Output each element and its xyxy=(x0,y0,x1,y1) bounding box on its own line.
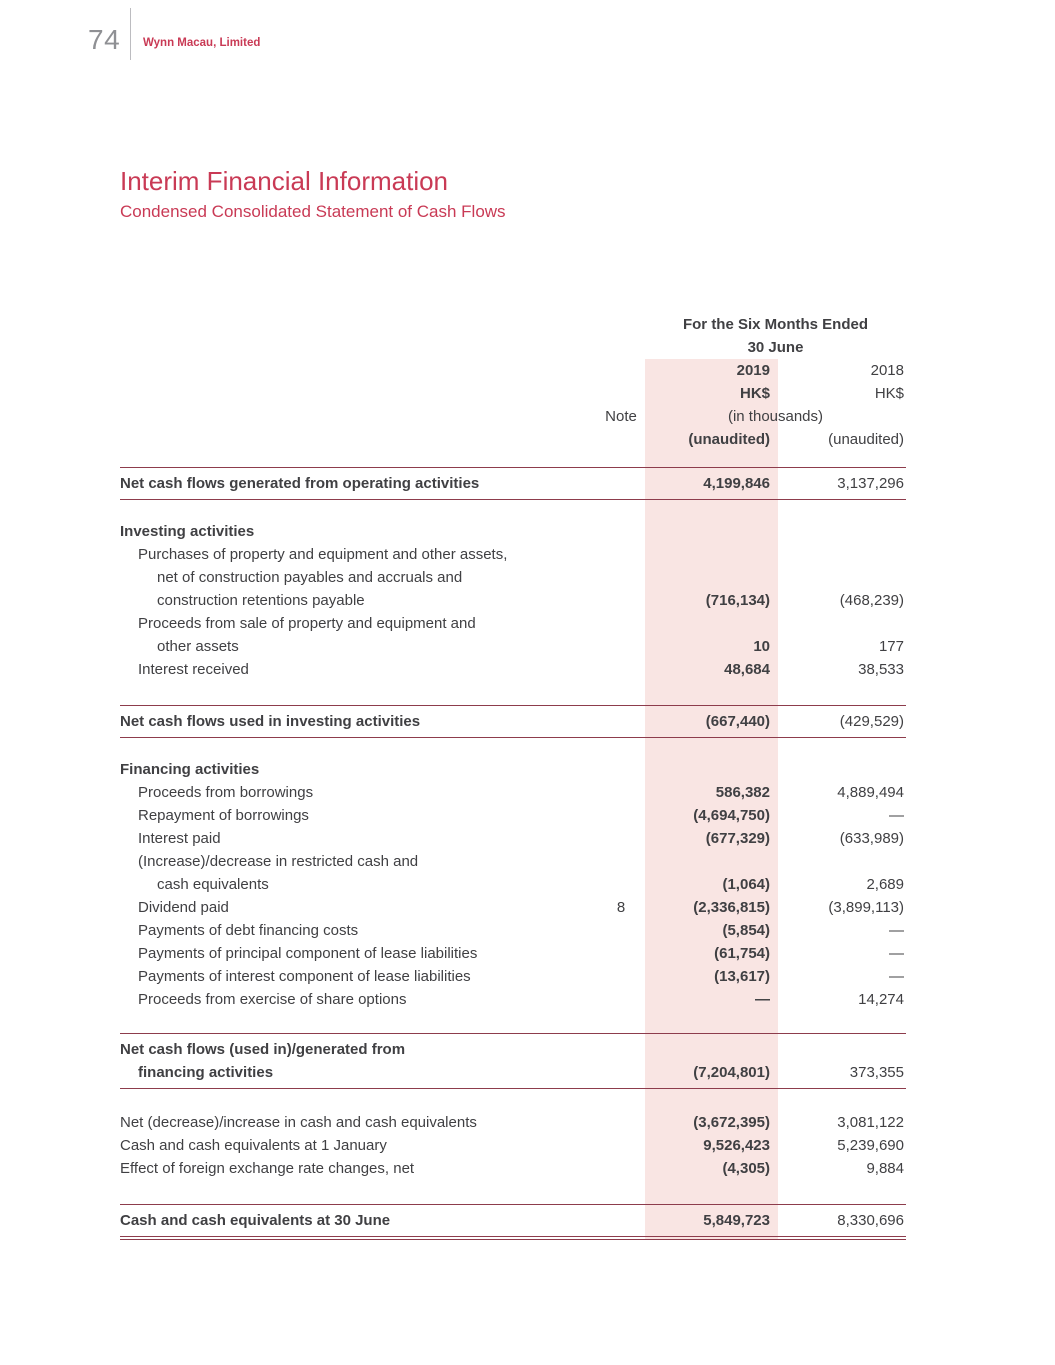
header-row xyxy=(120,382,906,405)
row-note xyxy=(597,1157,645,1180)
header-spacer xyxy=(120,405,597,428)
row-note xyxy=(597,472,645,495)
value-2018: 4,889,494 xyxy=(837,784,904,801)
row-note xyxy=(597,658,645,681)
header-spacer xyxy=(597,428,645,451)
value-2018: 8,330,696 xyxy=(837,1212,904,1229)
value-2019: (13,617) xyxy=(714,968,770,985)
table-row xyxy=(120,635,906,658)
value-2018 xyxy=(778,566,906,589)
row-label: Net cash flows generated from operating activities xyxy=(120,475,480,492)
row-label: Interest received xyxy=(138,661,249,678)
row-label: Net (decrease)/increase in cash and cash equivalents xyxy=(120,1114,477,1131)
value-2019: 586,382 xyxy=(715,784,770,801)
value-2018: (468,239) xyxy=(839,592,904,609)
table-body xyxy=(120,467,906,1240)
value-2018: 2,689 xyxy=(866,876,904,893)
row-note xyxy=(597,1061,645,1084)
value-2018: (3,899,113) xyxy=(828,899,904,916)
row-note xyxy=(597,804,645,827)
period-header-line1: For the Six Months Ended xyxy=(682,316,868,333)
value-2018 xyxy=(778,758,906,781)
header-spacer xyxy=(120,428,597,451)
value-2019: (5,854) xyxy=(722,922,770,939)
value-2018: — xyxy=(889,968,904,985)
row-label: Proceeds from exercise of share options xyxy=(138,991,407,1008)
table-row xyxy=(120,850,906,873)
value-2019 xyxy=(645,612,778,635)
value-2019: — xyxy=(755,991,770,1008)
value-2019: (61,754) xyxy=(714,945,770,962)
table-row xyxy=(120,1111,906,1134)
value-2019 xyxy=(645,520,778,543)
row-label: Proceeds from borrowings xyxy=(138,784,314,801)
table-row xyxy=(120,467,906,500)
row-label: financing activities xyxy=(138,1064,274,1081)
header-row xyxy=(120,428,906,451)
value-2019 xyxy=(645,1038,778,1061)
unaudited-2019-label: (unaudited) xyxy=(688,431,770,448)
table-row xyxy=(120,566,906,589)
table-row xyxy=(120,919,906,942)
row-note xyxy=(597,1209,645,1232)
table-row xyxy=(120,781,906,804)
note-column-header: Note xyxy=(605,408,637,425)
row-label: Cash and cash equivalents at 30 June xyxy=(120,1212,391,1229)
value-2019 xyxy=(645,566,778,589)
row-label: Net cash flows (used in)/generated from xyxy=(120,1041,406,1058)
table-row xyxy=(120,873,906,896)
value-2018: — xyxy=(889,807,904,824)
value-2019: (4,305) xyxy=(722,1160,770,1177)
row-label: net of construction payables and accruals and xyxy=(157,569,463,586)
table-row xyxy=(120,965,906,988)
table-row xyxy=(120,705,906,738)
value-2019: 4,199,846 xyxy=(703,475,770,492)
row-note xyxy=(597,1134,645,1157)
value-2019: 10 xyxy=(753,638,770,655)
row-note xyxy=(597,781,645,804)
row-note xyxy=(597,612,645,635)
row-label: Cash and cash equivalents at 1 January xyxy=(120,1137,387,1154)
value-2018: 373,355 xyxy=(849,1064,904,1081)
row-label: Investing activities xyxy=(120,523,255,540)
row-note xyxy=(597,1038,645,1061)
value-2019: 9,526,423 xyxy=(703,1137,770,1154)
value-2018: 9,884 xyxy=(866,1160,904,1177)
value-2019: (2,336,815) xyxy=(693,899,770,916)
row-label: Payments of principal component of lease liabilities xyxy=(138,945,478,962)
value-2019: (4,694,750) xyxy=(693,807,770,824)
row-label: Purchases of property and equipment and other assets, xyxy=(138,546,508,563)
header-spacer xyxy=(597,382,645,405)
table-row xyxy=(120,1134,906,1157)
row-note xyxy=(597,520,645,543)
page-subtitle: Condensed Consolidated Statement of Cash Flows xyxy=(120,202,506,221)
page-title: Interim Financial Information xyxy=(120,166,449,196)
value-2018: — xyxy=(889,922,904,939)
value-2018: 177 xyxy=(878,638,904,655)
company-name: Wynn Macau, Limited xyxy=(143,37,261,49)
row-note xyxy=(597,850,645,873)
value-2019: (716,134) xyxy=(705,592,770,609)
period-header-line2: 30 June xyxy=(747,339,804,356)
table-row xyxy=(120,758,906,781)
value-2018 xyxy=(778,612,906,635)
value-2018: 3,137,296 xyxy=(837,475,904,492)
row-note xyxy=(597,827,645,850)
currency-2019-header: HK$ xyxy=(739,385,770,402)
value-2018 xyxy=(778,543,906,566)
value-2018: 14,274 xyxy=(858,991,904,1008)
row-note xyxy=(597,589,645,612)
unaudited-2018-label: (unaudited) xyxy=(828,431,904,448)
value-2018: (633,989) xyxy=(839,830,904,847)
row-note xyxy=(597,710,645,733)
value-2019 xyxy=(645,543,778,566)
row-label: Dividend paid xyxy=(138,899,229,916)
in-thousands-label: (in thousands) xyxy=(727,408,824,425)
row-note xyxy=(597,873,645,896)
row-label: Effect of foreign exchange rate changes, net xyxy=(120,1160,415,1177)
header-spacer xyxy=(597,313,645,336)
table-row xyxy=(120,1033,906,1061)
table-row xyxy=(120,612,906,635)
value-2019 xyxy=(645,850,778,873)
value-2019 xyxy=(645,758,778,781)
cash-flow-statement-table xyxy=(120,313,906,1240)
value-2018 xyxy=(778,850,906,873)
table-row xyxy=(120,1204,906,1240)
table-row xyxy=(120,804,906,827)
header-row xyxy=(120,313,906,336)
row-label: Net cash flows used in investing activities xyxy=(120,713,421,730)
table-header xyxy=(120,313,906,451)
year-2018-header: 2018 xyxy=(870,362,904,379)
header-spacer xyxy=(597,336,645,359)
row-label: Payments of interest component of lease liabilities xyxy=(138,968,471,985)
table-row xyxy=(120,1061,906,1089)
header-divider xyxy=(130,8,131,60)
value-2019: (677,329) xyxy=(705,830,770,847)
row-label: cash equivalents xyxy=(157,876,269,893)
row-note xyxy=(597,919,645,942)
row-label: Repayment of borrowings xyxy=(138,807,309,824)
header-spacer xyxy=(120,313,597,336)
row-note xyxy=(597,988,645,1011)
currency-2018-header: HK$ xyxy=(874,385,904,402)
table-row xyxy=(120,896,906,919)
table-row xyxy=(120,942,906,965)
header-row xyxy=(120,336,906,359)
table-row xyxy=(120,589,906,612)
table-row xyxy=(120,658,906,681)
year-2019-header: 2019 xyxy=(736,362,770,379)
row-note xyxy=(597,566,645,589)
value-2018 xyxy=(778,1038,906,1061)
row-note xyxy=(597,965,645,988)
header-row xyxy=(120,405,906,428)
row-label: other assets xyxy=(157,638,239,655)
value-2019: (3,672,395) xyxy=(693,1114,770,1131)
value-2018: (429,529) xyxy=(839,713,904,730)
table-row xyxy=(120,520,906,543)
value-2018: 38,533 xyxy=(858,661,904,678)
header-row xyxy=(120,359,906,382)
value-2019: 5,849,723 xyxy=(703,1212,770,1229)
row-label: Financing activities xyxy=(120,761,260,778)
value-2019: (7,204,801) xyxy=(693,1064,770,1081)
value-2018: 3,081,122 xyxy=(837,1114,904,1131)
value-2018 xyxy=(778,520,906,543)
row-note xyxy=(597,942,645,965)
row-note: 8 xyxy=(616,899,626,916)
value-2018: 5,239,690 xyxy=(837,1137,904,1154)
row-label: Payments of debt financing costs xyxy=(138,922,359,939)
page-number: 74 xyxy=(88,24,121,55)
table-row xyxy=(120,988,906,1011)
row-label: Interest paid xyxy=(138,830,221,847)
value-2019: (1,064) xyxy=(722,876,770,893)
value-2018: — xyxy=(889,945,904,962)
row-note xyxy=(597,1111,645,1134)
row-label: construction retentions payable xyxy=(157,592,365,609)
row-note xyxy=(597,758,645,781)
row-label: (Increase)/decrease in restricted cash and xyxy=(138,853,419,870)
header-spacer xyxy=(597,359,645,382)
row-note xyxy=(597,635,645,658)
table-row xyxy=(120,827,906,850)
table-row xyxy=(120,543,906,566)
header-spacer xyxy=(120,336,597,359)
header-spacer xyxy=(120,359,597,382)
row-label: Proceeds from sale of property and equipment and xyxy=(138,615,476,632)
value-2019: (667,440) xyxy=(705,713,770,730)
table-row xyxy=(120,1157,906,1180)
header-spacer xyxy=(120,382,597,405)
row-note xyxy=(597,543,645,566)
value-2019: 48,684 xyxy=(724,661,770,678)
